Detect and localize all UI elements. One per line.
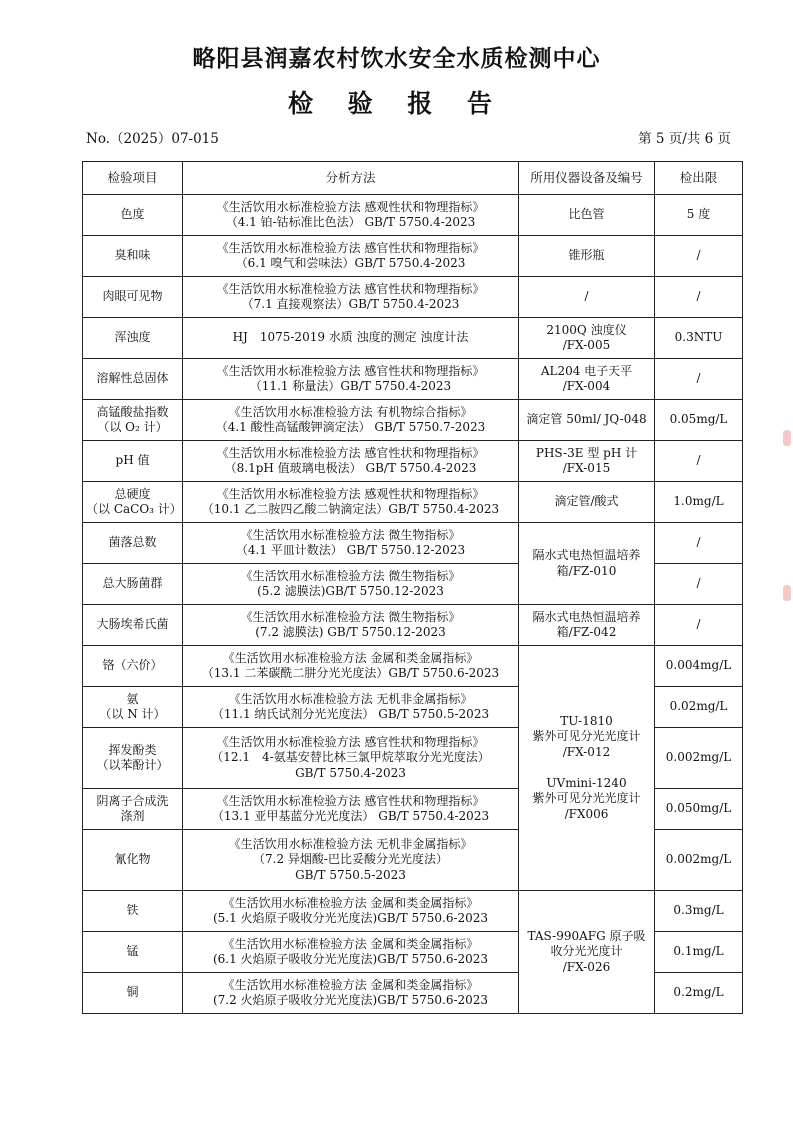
item-cell: 浑浊度 — [83, 318, 183, 359]
table-row — [83, 891, 743, 932]
method-cell: 《生活饮用水标准检验方法 无机非金属指标》 （7.2 异烟酸-巴比妥酸分光光度法） GB/T 5750.5-2023 — [183, 830, 519, 891]
item-cell: 总大肠菌群 — [83, 564, 183, 605]
limit-cell: 0.3mg/L — [655, 891, 743, 932]
table-row — [83, 441, 743, 482]
limit-cell: / — [655, 277, 743, 318]
instrument-cell: 隔水式电热恒温培养 箱/FZ-042 — [519, 605, 655, 646]
item-cell: 铁 — [83, 891, 183, 932]
item-cell: pH 值 — [83, 441, 183, 482]
limit-cell: 1.0mg/L — [655, 482, 743, 523]
table-row — [83, 646, 743, 687]
method-cell: 《生活饮用水标准检验方法 金属和类金属指标》 （13.1 二苯碳酰二肼分光光度法）GB/T 5750.6-2023 — [183, 646, 519, 687]
item-cell: 铬（六价） — [83, 646, 183, 687]
organization-title: 略阳县润嘉农村饮水安全水质检测中心 — [192, 46, 601, 72]
item-cell: 色度 — [83, 195, 183, 236]
column-header-instrument: 所用仪器设备及编号 — [519, 162, 655, 195]
method-cell: 《生活饮用水标准检验方法 感官性状和物理指标》 （13.1 亚甲基蓝分光光度法） GB/T 5750.4-2023 — [183, 789, 519, 830]
item-cell: 总硬度 （以 CaCO₃ 计） — [83, 482, 183, 523]
column-header-method: 分析方法 — [183, 162, 519, 195]
table-row — [83, 359, 743, 400]
table-row — [83, 482, 743, 523]
item-cell: 氨 （以 N 计） — [83, 687, 183, 728]
instrument-cell: / — [519, 277, 655, 318]
table-row — [83, 195, 743, 236]
table-row — [83, 277, 743, 318]
limit-cell: / — [655, 605, 743, 646]
report-number: No.（2025）07-015 — [86, 131, 219, 147]
method-cell: HJ 1075-2019 水质 浊度的测定 浊度计法 — [183, 318, 519, 359]
method-cell: 《生活饮用水标准检验方法 微生物指标》 (7.2 滤膜法) GB/T 5750.12-2023 — [183, 605, 519, 646]
instrument-cell: TAS-990AFG 原子吸 收分光光度计 /FX-026 — [519, 891, 655, 1014]
limit-cell: / — [655, 359, 743, 400]
method-cell: 《生活饮用水标准检验方法 金属和类金属指标》 (7.2 火焰原子吸收分光光度法)GB/T 5750.6-2023 — [183, 973, 519, 1014]
method-cell: 《生活饮用水标准检验方法 感官性状和物理指标》 （8.1pH 值玻璃电极法） GB/T 5750.4-2023 — [183, 441, 519, 482]
report-title: 检 验 报 告 — [287, 89, 506, 118]
method-cell: 《生活饮用水标准检验方法 感观性状和物理指标》 （4.1 铂-钴标准比色法） GB/T 5750.4-2023 — [183, 195, 519, 236]
instrument-cell: 2100Q 浊度仪 /FX-005 — [519, 318, 655, 359]
limit-cell: 5 度 — [655, 195, 743, 236]
instrument-cell: TU-1810 紫外可见分光光度计 /FX-012 UVmini-1240 紫外可见分光光度计 /FX006 — [519, 646, 655, 891]
method-cell: 《生活饮用水标准检验方法 有机物综合指标》 （4.1 酸性高锰酸钾滴定法） GB/T 5750.7-2023 — [183, 400, 519, 441]
instrument-cell: AL204 电子天平 /FX-004 — [519, 359, 655, 400]
instrument-cell: 隔水式电热恒温培养 箱/FZ-010 — [519, 523, 655, 605]
column-header-item: 检验项目 — [83, 162, 183, 195]
inspection-table — [82, 161, 743, 1014]
limit-cell: 0.3NTU — [655, 318, 743, 359]
instrument-cell: 滴定管/酸式 — [519, 482, 655, 523]
instrument-cell: 锥形瓶 — [519, 236, 655, 277]
item-cell: 阴离子合成洗 涤剂 — [83, 789, 183, 830]
instrument-cell: 比色管 — [519, 195, 655, 236]
stamp-edge-mark — [783, 430, 791, 446]
page-indicator: 第 5 页/共 6 页 — [638, 131, 731, 147]
item-cell: 锰 — [83, 932, 183, 973]
method-cell: 《生活饮用水标准检验方法 金属和类金属指标》 (6.1 火焰原子吸收分光光度法)GB/T 5750.6-2023 — [183, 932, 519, 973]
table-row — [83, 523, 743, 564]
limit-cell: 0.05mg/L — [655, 400, 743, 441]
method-cell: 《生活饮用水标准检验方法 微生物指标》 （4.1 平皿计数法） GB/T 5750.12-2023 — [183, 523, 519, 564]
item-cell: 大肠埃希氏菌 — [83, 605, 183, 646]
table-header-row — [83, 162, 743, 195]
stamp-edge-mark — [783, 585, 791, 601]
item-cell: 高锰酸盐指数 （以 O₂ 计） — [83, 400, 183, 441]
item-cell: 溶解性总固体 — [83, 359, 183, 400]
item-cell: 挥发酚类 （以苯酚计） — [83, 728, 183, 789]
table-row — [83, 605, 743, 646]
instrument-cell: 滴定管 50ml/ JQ-048 — [519, 400, 655, 441]
method-cell: 《生活饮用水标准检验方法 无机非金属指标》 （11.1 纳氏试剂分光光度法） GB/T 5750.5-2023 — [183, 687, 519, 728]
table-row — [83, 400, 743, 441]
method-cell: 《生活饮用水标准检验方法 微生物指标》 (5.2 滤膜法)GB/T 5750.12-2023 — [183, 564, 519, 605]
limit-cell: 0.02mg/L — [655, 687, 743, 728]
column-header-limit: 检出限 — [655, 162, 743, 195]
limit-cell: 0.050mg/L — [655, 789, 743, 830]
limit-cell: / — [655, 236, 743, 277]
limit-cell: 0.002mg/L — [655, 728, 743, 789]
method-cell: 《生活饮用水标准检验方法 感官性状和物理指标》 （11.1 称量法）GB/T 5750.4-2023 — [183, 359, 519, 400]
table-row — [83, 236, 743, 277]
table-row — [83, 318, 743, 359]
method-cell: 《生活饮用水标准检验方法 金属和类金属指标》 (5.1 火焰原子吸收分光光度法)GB/T 5750.6-2023 — [183, 891, 519, 932]
item-cell: 铜 — [83, 973, 183, 1014]
limit-cell: / — [655, 564, 743, 605]
item-cell: 氰化物 — [83, 830, 183, 891]
method-cell: 《生活饮用水标准检验方法 感官性状和物理指标》 （12.1 4-氨基安替比林三氯甲烷萃取分光光度法） GB/T 5750.4-2023 — [183, 728, 519, 789]
item-cell: 肉眼可见物 — [83, 277, 183, 318]
limit-cell: 0.2mg/L — [655, 973, 743, 1014]
limit-cell: 0.004mg/L — [655, 646, 743, 687]
limit-cell: 0.1mg/L — [655, 932, 743, 973]
item-cell: 菌落总数 — [83, 523, 183, 564]
method-cell: 《生活饮用水标准检验方法 感观性状和物理指标》 （10.1 乙二胺四乙酸二钠滴定法）GB/T 5750.4-2023 — [183, 482, 519, 523]
limit-cell: / — [655, 441, 743, 482]
item-cell: 臭和味 — [83, 236, 183, 277]
limit-cell: / — [655, 523, 743, 564]
limit-cell: 0.002mg/L — [655, 830, 743, 891]
method-cell: 《生活饮用水标准检验方法 感官性状和物理指标》 （6.1 嗅气和尝味法）GB/T 5750.4-2023 — [183, 236, 519, 277]
method-cell: 《生活饮用水标准检验方法 感官性状和物理指标》 （7.1 直接观察法）GB/T 5750.4-2023 — [183, 277, 519, 318]
instrument-cell: PHS-3E 型 pH 计 /FX-015 — [519, 441, 655, 482]
